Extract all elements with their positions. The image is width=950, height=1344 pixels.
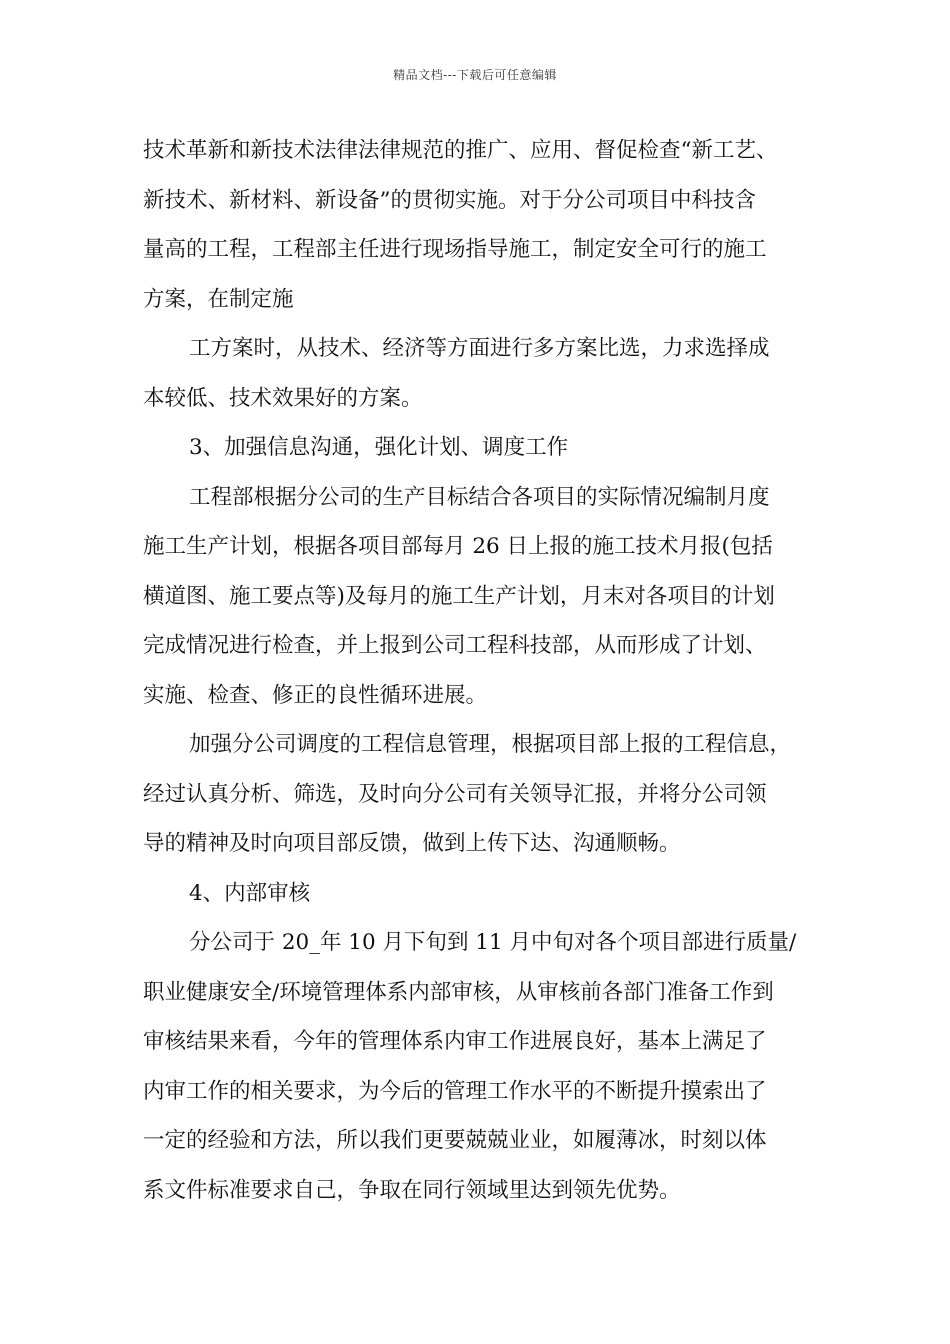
text-line: 加强分公司调度的工程信息管理，根据项目部上报的工程信息， — [189, 732, 792, 757]
text-line: 技术革新和新技术法律法律规范的推广、应用、督促检查“新工艺、 — [143, 138, 778, 163]
text-line: 新技术、新材料、新设备”的贯彻实施。对于分公司项目中科技含 — [143, 187, 756, 213]
text-line: 施工生产计划，根据各项目部每月 26 日上报的施工技术月报(包括 — [143, 534, 773, 559]
document-body — [143, 126, 815, 1215]
text-line: 导的精神及时向项目部反馈，做到上传下达、沟通顺畅。 — [143, 831, 681, 856]
section-heading: 4、内部审核 — [189, 880, 311, 906]
text-line: 横道图、施工要点等)及每月的施工生产计划，月末对各项目的计划 — [143, 583, 775, 609]
section-heading: 3、加强信息沟通，强化计划、调度工作 — [189, 435, 569, 460]
text-line: 完成情况进行检查，并上报到公司工程科技部，从而形成了计划、 — [143, 633, 767, 658]
text-line: 经过认真分析、筛选，及时向分公司有关领导汇报，并将分公司领 — [143, 781, 767, 807]
text-line: 内审工作的相关要求，为今后的管理工作水平的不断提升摸索出了 — [143, 1078, 767, 1104]
text-line: 实施、检查、修正的良性循环进展。 — [143, 682, 488, 708]
text-line: 一定的经验和方法，所以我们更要兢兢业业，如履薄冰，时刻以体 — [143, 1128, 767, 1153]
text-line: 分公司于 20_年 10 月下旬到 11 月中旬对各个项目部进行质量/ — [189, 930, 797, 955]
page-header: 精品文档---下载后可任意编辑 — [393, 68, 557, 82]
text-line: 方案，在制定施 — [143, 286, 294, 312]
text-line: 工方案时，从技术、经济等方面进行多方案比选，力求选择成 — [189, 336, 770, 361]
text-line: 职业健康安全/环境管理体系内部审核，从审核前各部门准备工作到 — [143, 979, 774, 1005]
text-line: 量高的工程，工程部主任进行现场指导施工，制定安全可行的施工 — [143, 237, 767, 262]
text-line: 工程部根据分公司的生产目标结合各项目的实际情况编制月度 — [189, 484, 770, 510]
text-line: 系文件标准要求自己，争取在同行领域里达到领先优势。 — [143, 1177, 681, 1203]
text-line: 本较低、技术效果好的方案。 — [143, 385, 423, 411]
text-line: 审核结果来看，今年的管理体系内审工作进展良好，基本上满足了 — [143, 1029, 767, 1054]
